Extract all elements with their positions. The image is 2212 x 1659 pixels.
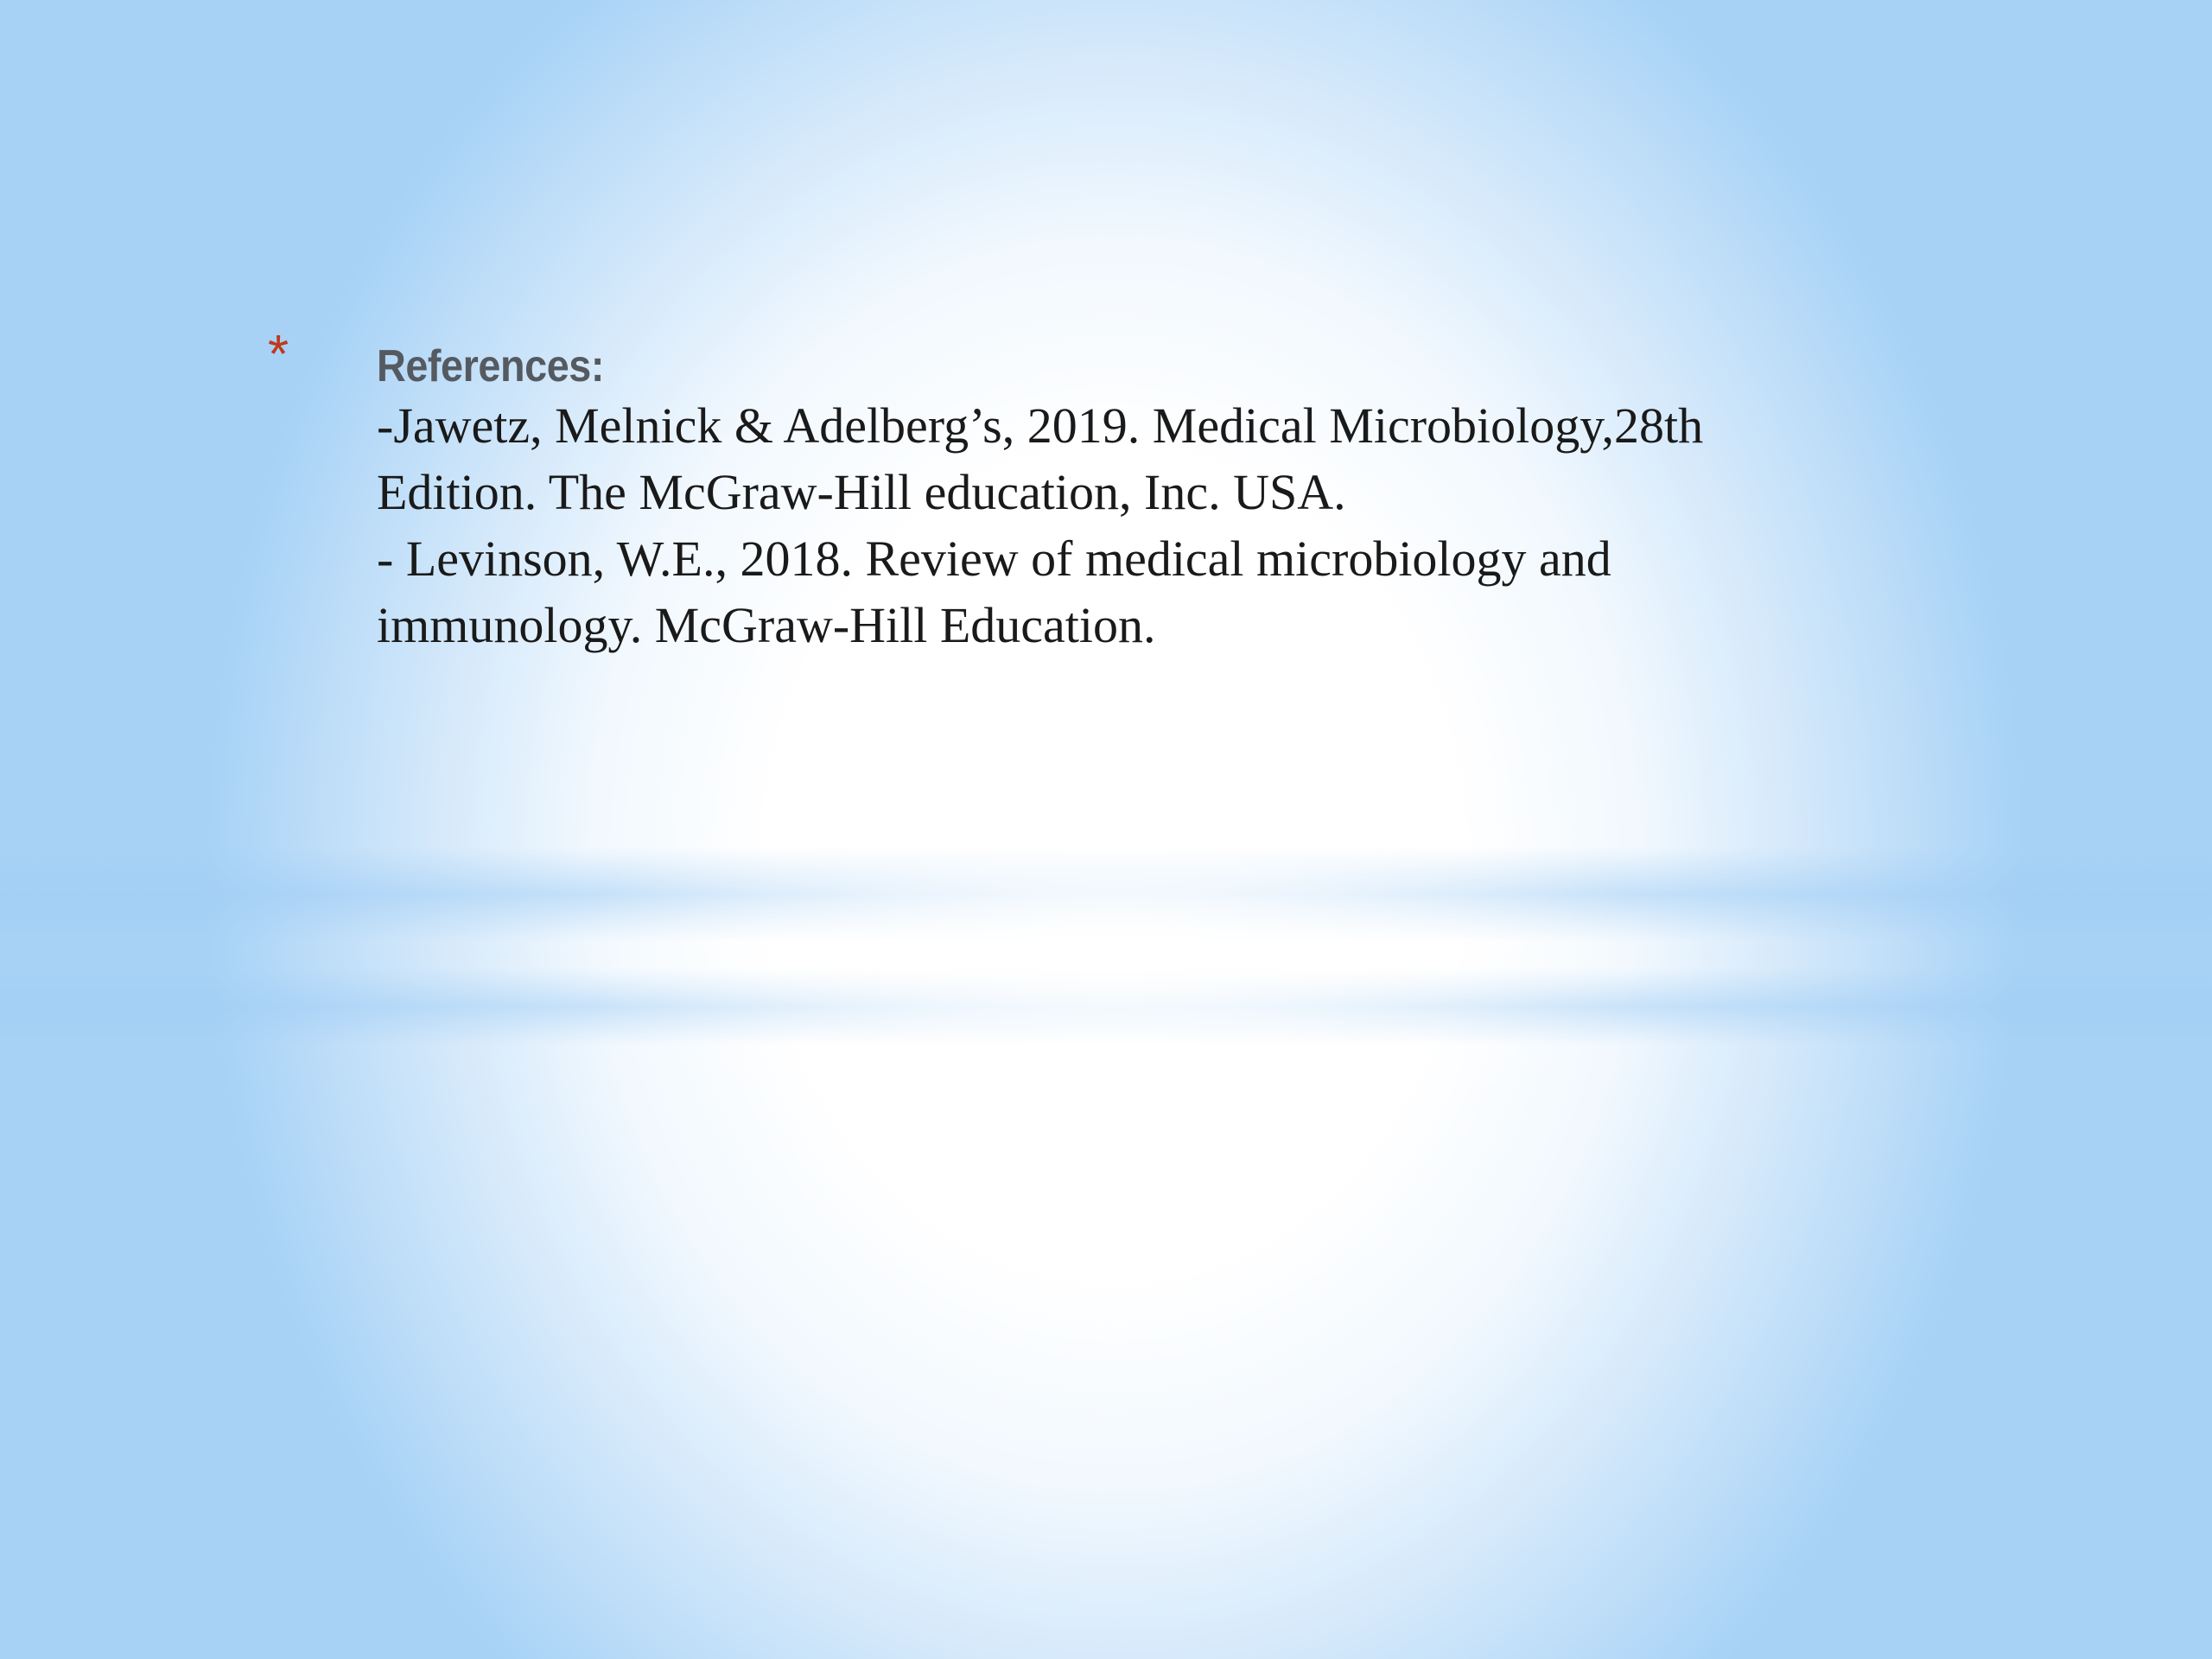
references-text	[377, 340, 1932, 658]
asterisk-bullet-icon: *	[268, 325, 289, 385]
light-streak-upper	[0, 847, 2212, 942]
reference-line: Edition. The McGraw-Hill education, Inc. USA.	[377, 464, 1346, 520]
references-heading: References:	[377, 341, 604, 391]
reference-line: - Levinson, W.E., 2018. Review of medical microbiology and	[377, 531, 1611, 587]
center-glow	[0, 778, 2212, 1123]
reference-line: immunology. McGraw-Hill Education.	[377, 597, 1156, 653]
reference-line: -Jawetz, Melnick & Adelberg’s, 2019. Medical Microbiology,28th	[377, 397, 1704, 454]
light-streak-lower	[0, 968, 2212, 1046]
